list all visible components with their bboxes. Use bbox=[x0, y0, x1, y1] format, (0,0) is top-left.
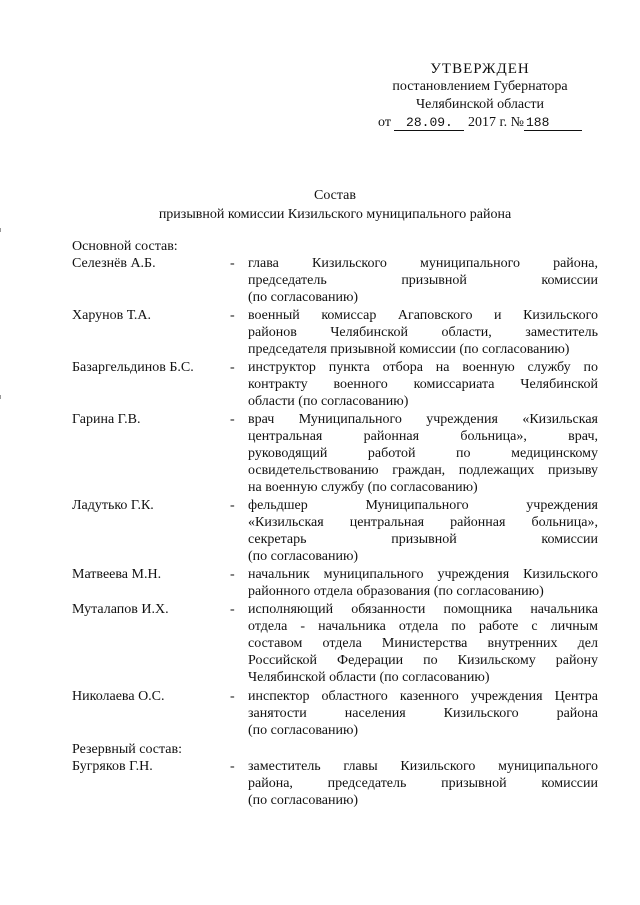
member-name: Матвеева М.Н. bbox=[72, 567, 162, 582]
main-section-label: Основной состав: bbox=[72, 239, 178, 254]
approval-title: УТВЕРЖДЕН bbox=[430, 61, 530, 77]
member-name: Бугряков Г.Н. bbox=[72, 759, 153, 774]
member-dash: - bbox=[230, 567, 235, 582]
member-role-line: исполняющий обязанности помощника начальника bbox=[248, 602, 598, 617]
approval-date: 28.09. bbox=[394, 115, 464, 131]
approval-block bbox=[360, 60, 600, 132]
member-role bbox=[248, 601, 598, 686]
member-role-line: «Кизильская центральная районная больница», bbox=[248, 515, 598, 530]
member-role-line: (по согласованию) bbox=[248, 793, 359, 808]
approval-date-line bbox=[360, 114, 600, 132]
document-heading bbox=[70, 186, 600, 224]
member-dash: - bbox=[230, 412, 235, 427]
approval-line-2: Челябинской области bbox=[416, 97, 544, 112]
member-role-line: района, председатель призывной комиссии bbox=[248, 776, 598, 791]
member-role-line: фельдшер Муниципального учреждения bbox=[248, 498, 598, 513]
member-role-line: заместитель главы Кизильского муниципального bbox=[248, 759, 598, 774]
date-prefix: от bbox=[378, 115, 391, 130]
member-role-line: глава Кизильского муниципального района, bbox=[248, 256, 598, 271]
member-role-line: руководящий работой по медицинскому bbox=[248, 446, 598, 461]
member-role-line: (по согласованию) bbox=[248, 290, 359, 305]
member-role-line: Российской Федерации по Кизильскому району bbox=[248, 653, 598, 668]
member-role bbox=[248, 688, 598, 739]
member-role-line: врач Муниципального учреждения «Кизильская bbox=[248, 412, 598, 427]
member-role-line: на военную службу (по согласованию) bbox=[248, 480, 478, 495]
member-role-line: инспектор областного казенного учреждения Центра bbox=[248, 689, 598, 704]
member-dash: - bbox=[230, 759, 235, 774]
member-role-line: Челябинской области (по согласованию) bbox=[248, 670, 490, 685]
member-role bbox=[248, 566, 598, 600]
heading-title: Состав bbox=[313, 188, 356, 203]
member-role-line: занятости населения Кизильского района bbox=[248, 706, 598, 721]
member-role-line: военный комиссар Агаповского и Кизильского bbox=[248, 308, 598, 323]
member-role-line: (по согласованию) bbox=[248, 723, 359, 738]
member-role-line: районного отдела образования (по согласованию) bbox=[248, 584, 544, 599]
approval-line-1: постановлением Губернатора bbox=[392, 79, 568, 94]
member-role-line: председатель призывной комиссии bbox=[248, 273, 598, 288]
member-role-line: начальник муниципального учреждения Кизильского bbox=[248, 567, 598, 582]
member-role-line: секретарь призывной комиссии bbox=[248, 532, 598, 547]
margin-mark bbox=[0, 228, 1, 232]
member-role bbox=[248, 758, 598, 809]
member-role-line: области (по согласованию) bbox=[248, 394, 409, 409]
member-role-line: районов Челябинской области, заместитель bbox=[248, 325, 598, 340]
heading-subtitle: призывной комиссии Кизильского муниципального района bbox=[158, 207, 512, 222]
member-dash: - bbox=[230, 360, 235, 375]
member-role-line: председателя призывной комиссии (по согласованию) bbox=[248, 342, 570, 357]
member-role bbox=[248, 497, 598, 565]
member-name: Гарина Г.В. bbox=[72, 412, 141, 427]
member-role bbox=[248, 255, 598, 306]
member-name: Ладутько Г.К. bbox=[72, 498, 154, 513]
member-dash: - bbox=[230, 256, 235, 271]
year-suffix: 2017 г. № bbox=[467, 115, 524, 130]
member-name: Селезнёв А.Б. bbox=[72, 256, 156, 271]
member-role-line: контракту военного комиссариата Челябинской bbox=[248, 377, 598, 392]
member-name: Муталапов И.Х. bbox=[72, 602, 169, 617]
member-role-line: (по согласованию) bbox=[248, 549, 359, 564]
member-role-line: освидетельствованию граждан, подлежащих призыву bbox=[248, 463, 598, 478]
member-dash: - bbox=[230, 308, 235, 323]
member-dash: - bbox=[230, 498, 235, 513]
member-role bbox=[248, 307, 598, 358]
member-role-line: центральная районная больница», врач, bbox=[248, 429, 598, 444]
member-role bbox=[248, 359, 598, 410]
reserve-section-label: Резервный состав: bbox=[72, 742, 183, 757]
approval-number: 188 bbox=[524, 115, 582, 131]
member-name: Базаргельдинов Б.С. bbox=[72, 360, 194, 375]
member-dash: - bbox=[230, 602, 235, 617]
member-role-line: инструктор пункта отбора на военную службу по bbox=[248, 360, 598, 375]
margin-mark bbox=[0, 395, 1, 399]
member-role-line: отдела - начальника отдела по работе с личным bbox=[248, 619, 598, 634]
member-role-line: составом отдела Министерства внутренних дел bbox=[248, 636, 598, 651]
member-name: Николаева О.С. bbox=[72, 689, 165, 704]
member-role bbox=[248, 411, 598, 496]
member-name: Харунов Т.А. bbox=[72, 308, 152, 323]
member-dash: - bbox=[230, 689, 235, 704]
